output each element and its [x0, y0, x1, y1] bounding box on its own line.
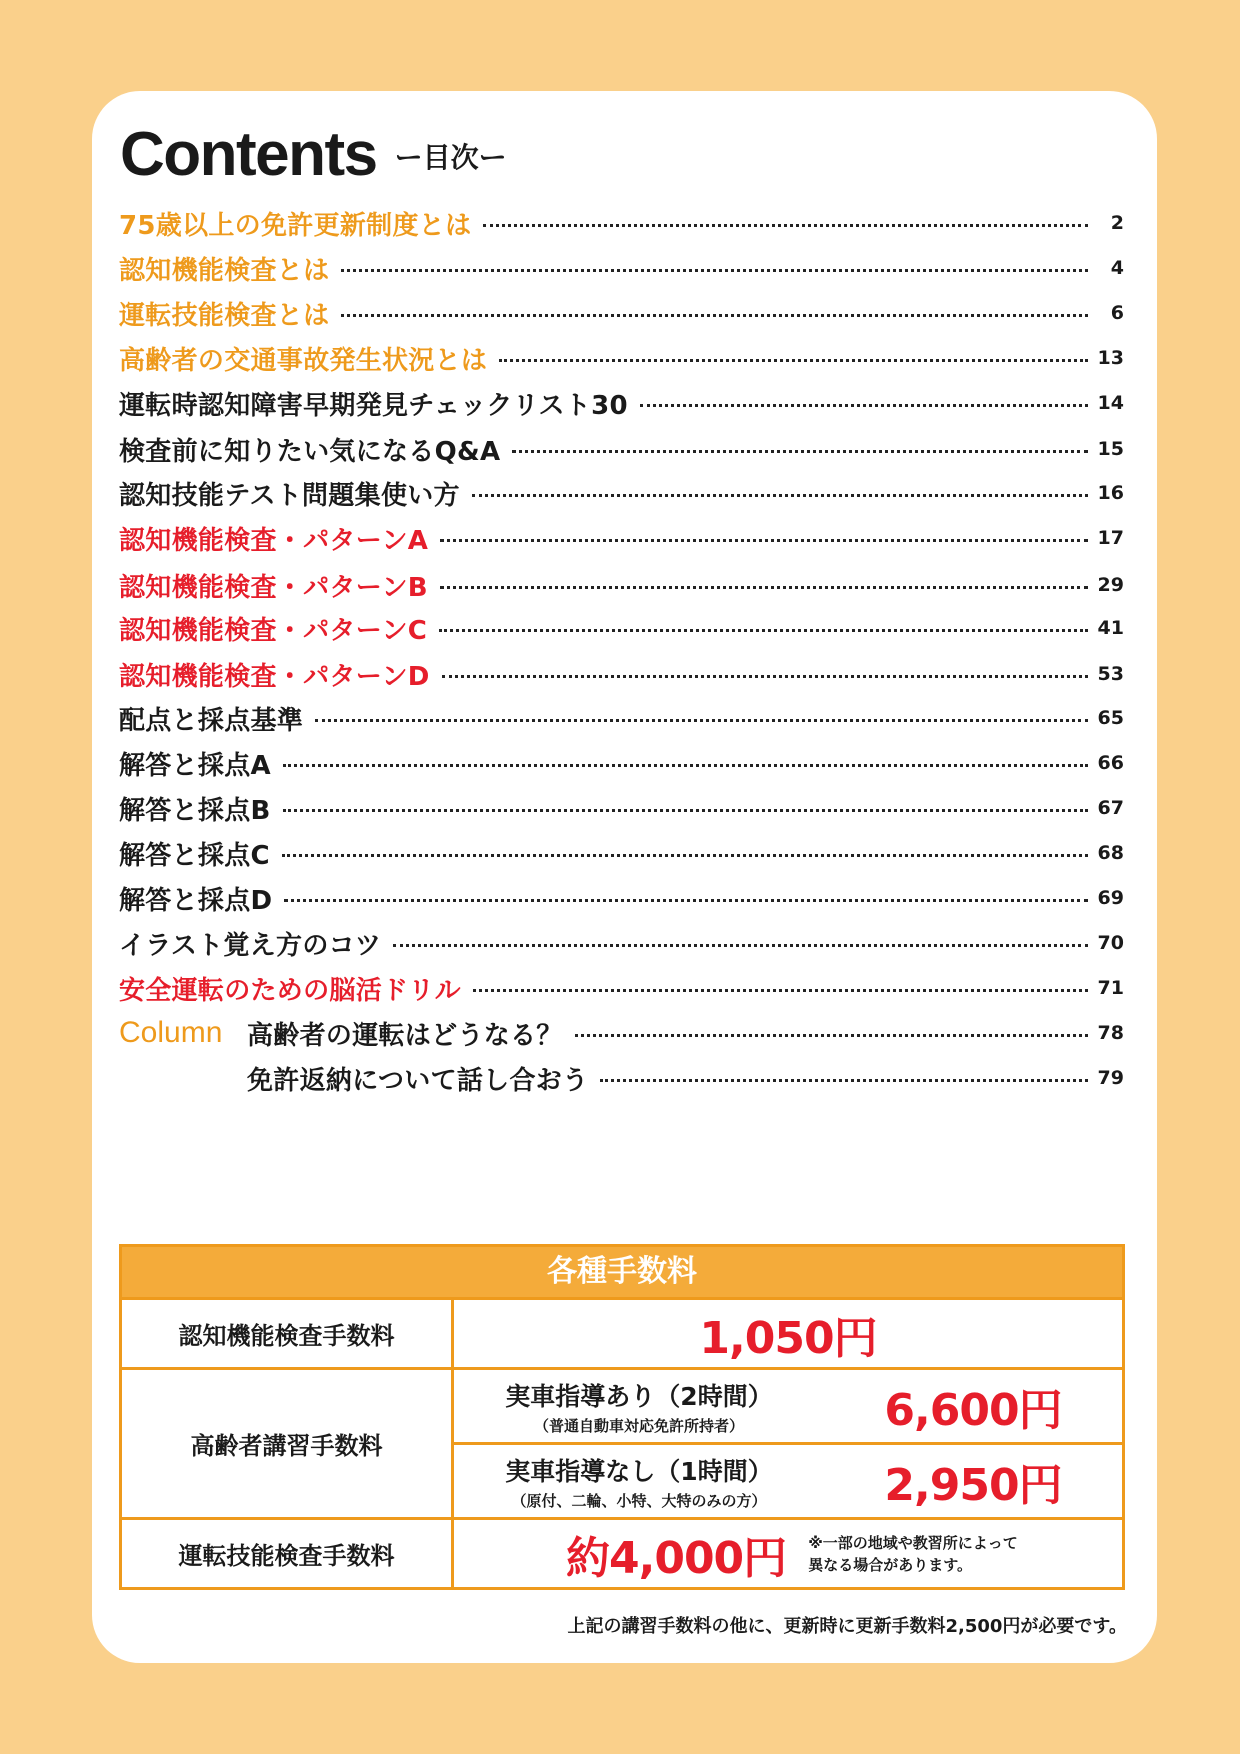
toc-row[interactable] — [119, 740, 1124, 786]
dot-leader — [440, 586, 1088, 589]
toc-row[interactable] — [119, 695, 1124, 741]
toc-label: 認知技能テスト問題集使い方 — [119, 480, 460, 511]
toc-page: 29 — [1097, 574, 1124, 596]
fee-option-desc — [454, 1452, 824, 1511]
toc-row[interactable] — [119, 605, 1124, 651]
dot-leader — [393, 944, 1087, 947]
toc-page: 67 — [1097, 797, 1124, 819]
dot-leader — [499, 359, 1087, 362]
dot-leader — [341, 314, 1088, 317]
fee-option — [454, 1442, 1122, 1517]
toc-page: 53 — [1097, 663, 1124, 685]
toc-label: 解答と採点B — [119, 795, 271, 826]
fee-name: 高齢者講習手数料 — [122, 1370, 454, 1517]
fee-option-small: （原付、二輪、小特、大特のみの方） — [511, 1491, 767, 1510]
toc-row[interactable] — [119, 470, 1124, 516]
fee-option-main: 実車指導あり（2時間） — [505, 1381, 773, 1411]
dot-leader — [341, 269, 1088, 272]
toc-row[interactable] — [119, 965, 1124, 1011]
toc-row[interactable] — [119, 290, 1124, 336]
toc-label: 安全運転のための脳活ドリル — [119, 975, 461, 1006]
toc-page: 41 — [1097, 617, 1124, 639]
fee-price: 約4,000円 — [566, 1532, 787, 1584]
toc-page: 78 — [1097, 1022, 1124, 1044]
contents-heading — [120, 119, 507, 190]
fee-value — [454, 1520, 1122, 1587]
fee-row-ginou — [122, 1520, 1122, 1587]
toc-page: 79 — [1097, 1067, 1124, 1089]
toc-label: 運転時認知障害早期発見チェックリスト30 — [119, 390, 628, 421]
dot-leader — [315, 719, 1087, 722]
dot-leader — [575, 1034, 1088, 1037]
toc-page: 69 — [1097, 887, 1124, 909]
toc-row[interactable] — [119, 200, 1124, 246]
heading-en: Contents — [120, 120, 377, 189]
toc-page: 6 — [1110, 302, 1124, 324]
fee-name: 認知機能検査手数料 — [122, 1300, 454, 1367]
toc-row[interactable] — [119, 920, 1124, 966]
toc-label: 検査前に知りたい気になるQ&A — [119, 436, 501, 467]
fee-option-main: 実車指導なし（1時間） — [505, 1456, 773, 1486]
toc-row[interactable] — [119, 785, 1124, 831]
fee-note-line: ※一部の地域や教習所によって — [808, 1533, 1018, 1552]
toc-label: 解答と採点D — [119, 885, 273, 916]
toc-label: 高齢者の運転はどうなる？ — [247, 1020, 563, 1051]
contents-card — [92, 91, 1157, 1663]
dot-leader — [640, 404, 1088, 407]
toc-page: 4 — [1110, 257, 1124, 279]
fee-price: 2,950円 — [884, 1460, 1062, 1511]
toc-label: 認知機能検査とは — [119, 255, 330, 286]
toc-row[interactable] — [119, 426, 1124, 472]
column-tag: Column — [119, 1016, 223, 1049]
toc-label: 解答と採点A — [119, 750, 271, 781]
toc-label: 認知機能検査・パターンB — [119, 572, 428, 603]
fee-row-koushu — [122, 1370, 1122, 1520]
toc-page: 66 — [1097, 752, 1124, 774]
toc-label: 免許返納について話し合おう — [247, 1065, 589, 1096]
toc-row[interactable] — [119, 875, 1124, 921]
toc-label: 高齢者の交通事故発生状況とは — [119, 345, 488, 376]
toc-page: 15 — [1097, 438, 1124, 460]
toc-row[interactable] — [119, 335, 1124, 381]
dot-leader — [483, 224, 1088, 227]
toc-row[interactable] — [119, 245, 1124, 291]
toc-page: 14 — [1097, 392, 1124, 414]
toc-page: 68 — [1097, 842, 1124, 864]
toc-row[interactable] — [119, 651, 1124, 697]
fee-value — [454, 1300, 1122, 1367]
toc-label: 認知機能検査・パターンC — [119, 615, 428, 646]
toc-page: 16 — [1097, 482, 1124, 504]
fee-row-ninchi — [122, 1300, 1122, 1370]
fee-price: 1,050円 — [699, 1312, 877, 1364]
toc-label: 認知機能検査・パターンA — [119, 525, 429, 556]
fees-table — [119, 1244, 1125, 1590]
dot-leader — [439, 629, 1087, 632]
toc-page: 17 — [1097, 527, 1124, 549]
dot-leader — [440, 539, 1087, 542]
fee-option — [454, 1370, 1122, 1442]
toc-row[interactable] — [119, 562, 1124, 608]
toc-row[interactable] — [119, 515, 1124, 561]
toc-label: 認知機能検査・パターンD — [119, 661, 430, 692]
fee-option-small: （普通自動車対応免許所持者） — [533, 1416, 744, 1435]
fee-note — [808, 1532, 1018, 1576]
fee-option-desc — [454, 1377, 824, 1436]
fee-options — [454, 1370, 1122, 1517]
toc-page: 13 — [1097, 347, 1124, 369]
fee-note-line: 異なる場合があります。 — [808, 1555, 972, 1574]
toc-label: イラスト覚え方のコツ — [119, 930, 382, 961]
toc-row[interactable] — [119, 830, 1124, 876]
dot-leader — [473, 989, 1088, 992]
toc-page: 2 — [1110, 212, 1124, 234]
toc-page: 71 — [1097, 977, 1124, 999]
fees-title: 各種手数料 — [122, 1247, 1122, 1300]
dot-leader — [600, 1079, 1087, 1082]
fee-price: 6,600円 — [884, 1385, 1062, 1436]
toc-page: 70 — [1097, 932, 1124, 954]
toc-label: 解答と採点C — [119, 840, 270, 871]
heading-jp: ー目次ー — [394, 141, 507, 174]
toc-row[interactable] — [119, 380, 1124, 426]
dot-leader — [283, 764, 1088, 767]
toc-row-column[interactable] — [119, 1010, 1124, 1056]
toc-label: 75歳以上の免許更新制度とは — [119, 210, 472, 241]
toc-label: 運転技能検査とは — [119, 300, 330, 331]
toc-label: 配点と採点基準 — [119, 705, 304, 736]
dot-leader — [472, 494, 1088, 497]
footer-note: 上記の講習手数料の他に、更新時に更新手数料2,500円が必要です。 — [567, 1616, 1127, 1637]
dot-leader — [284, 899, 1087, 902]
dot-leader — [442, 675, 1088, 678]
toc-page: 65 — [1097, 707, 1124, 729]
dot-leader — [512, 450, 1087, 453]
dot-leader — [283, 809, 1088, 812]
toc-row-column[interactable] — [119, 1055, 1124, 1101]
dot-leader — [282, 854, 1088, 857]
fee-name: 運転技能検査手数料 — [122, 1520, 454, 1587]
